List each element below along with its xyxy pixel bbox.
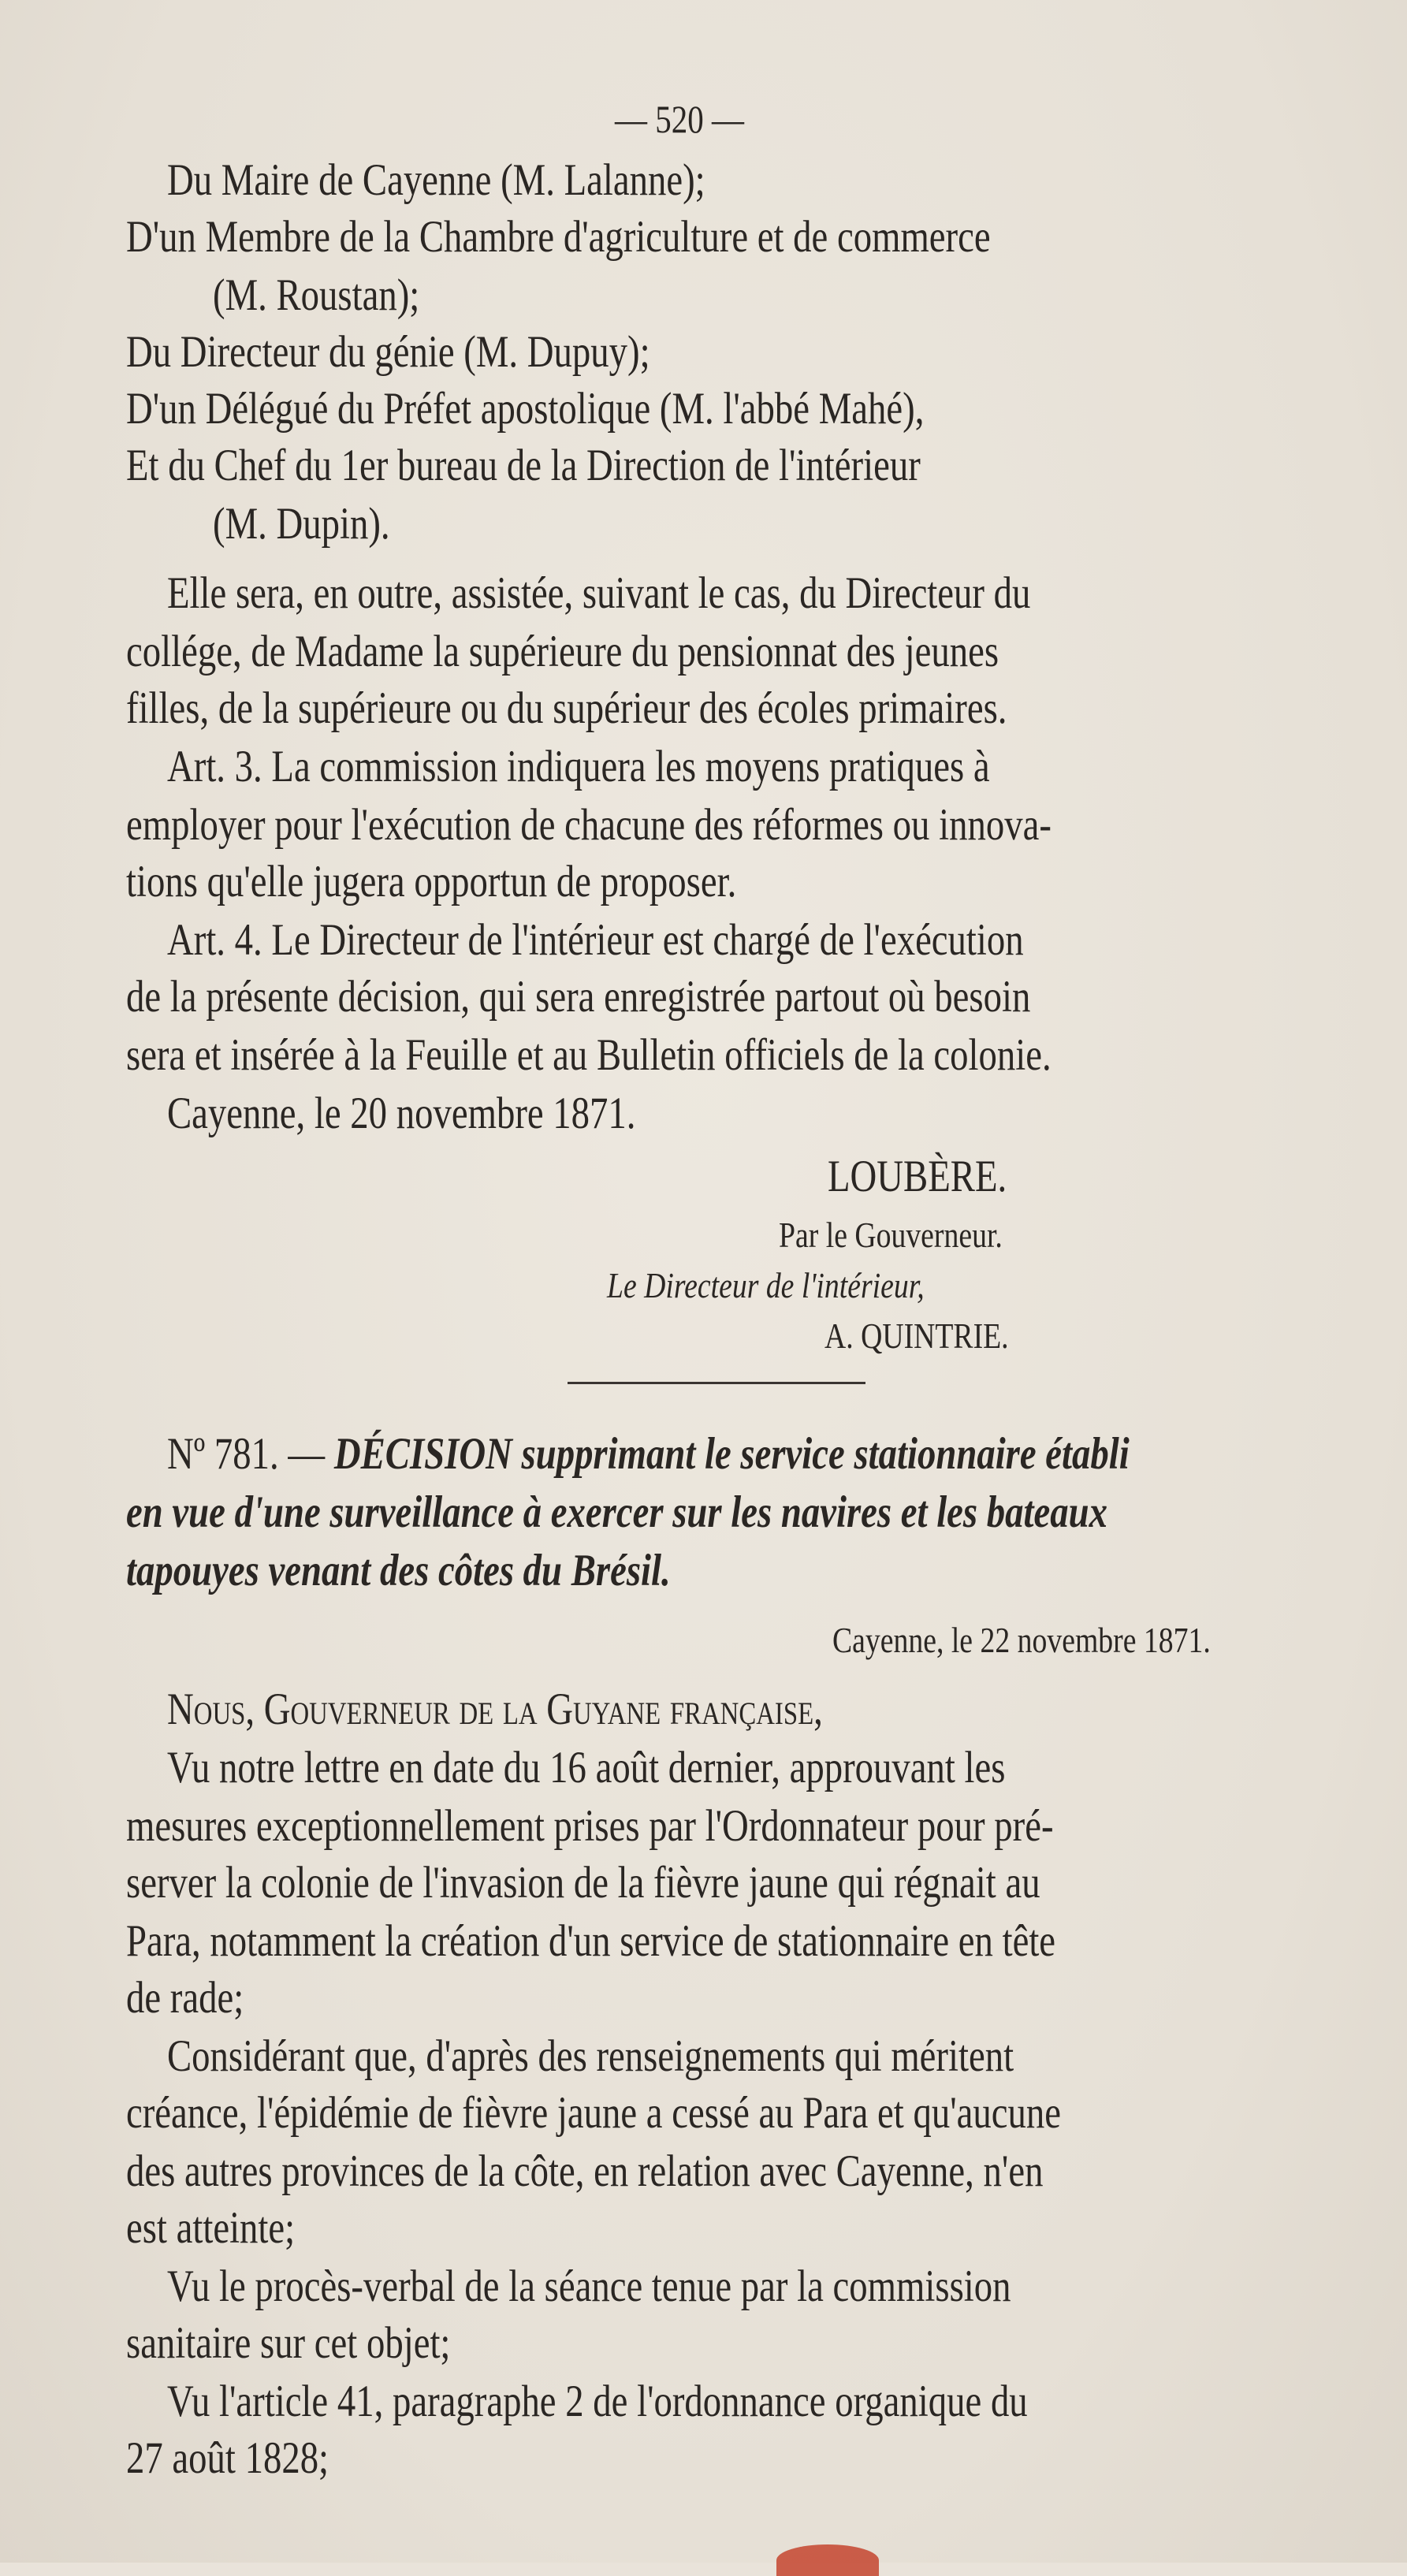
decision-title-line: tapouyes venant des côtes du Brésil. [126, 1546, 671, 1595]
text-line: (M. Roustan); [213, 270, 420, 320]
text-line: mesures exceptionnellement prises par l'Ordonnateur pour pré- [126, 1801, 1054, 1851]
text-line: sanitaire sur cet objet; [126, 2318, 451, 2368]
decision-title-line: en vue d'une surveillance à exercer sur les navires et les bateaux [126, 1487, 1108, 1537]
decision-date: Cayenne, le 22 novembre 1871. [832, 1620, 1211, 1660]
text-line: 27 août 1828; [126, 2433, 329, 2483]
text-line: collége, de Madame la supérieure du pensionnat des jeunes [126, 627, 999, 676]
text-line: des autres provinces de la côte, en relation avec Cayenne, n'en [126, 2146, 1044, 2196]
text-line: Para, notamment la création d'un service de stationnaire en tête [126, 1916, 1056, 1966]
text-line: server la colonie de l'invasion de la fièvre jaune qui régnait au [126, 1858, 1040, 1908]
signature-title: Le Directeur de l'intérieur, [607, 1265, 925, 1305]
text-line: Considérant que, d'après des renseignements qui méritent [167, 2031, 1014, 2081]
signature-director: A. QUINTRIE. [824, 1316, 1009, 1356]
decision-number: Nº 781. — [167, 1429, 334, 1479]
text-line: employer pour l'exécution de chacune des réformes ou innova- [126, 800, 1052, 850]
decision-header-line [167, 1428, 1130, 1480]
text-line: de la présente décision, qui sera enregistrée partout où besoin [126, 972, 1031, 1022]
text-line: Du Maire de Cayenne (M. Lalanne); [167, 155, 705, 205]
text-line: créance, l'épidémie de fièvre jaune a cessé au Para et qu'aucune [126, 2088, 1061, 2138]
text-line: sera et insérée à la Feuille et au Bulletin officiels de la colonie. [126, 1030, 1052, 1080]
date-line: Cayenne, le 20 novembre 1871. [167, 1089, 636, 1138]
red-mark [776, 2544, 879, 2576]
text-line: (M. Dupin). [213, 499, 390, 549]
text-line: de rade; [126, 1973, 244, 2023]
text-line: Vu notre lettre en date du 16 août dernier, approuvant les [167, 1743, 1006, 1792]
text-line: Vu l'article 41, paragraphe 2 de l'ordonnance organique du [167, 2377, 1028, 2426]
text-line: Vu le procès-verbal de la séance tenue par la commission [167, 2261, 1011, 2311]
decision-title: DÉCISION supprimant le service stationnaire établi [333, 1429, 1130, 1479]
text-line: Et du Chef du 1er bureau de la Direction de l'intérieur [126, 441, 921, 490]
text-line: D'un Délégué du Préfet apostolique (M. l'abbé Mahé), [126, 384, 925, 434]
text-line: Art. 3. La commission indiquera les moyens pratiques à [167, 742, 990, 791]
section-divider [568, 1382, 865, 1384]
text-line: D'un Membre de la Chambre d'agriculture et de commerce [126, 212, 991, 262]
preamble-line: Nous, Gouverneur de la Guyane française, [167, 1684, 823, 1734]
signature-governor: LOUBÈRE. [828, 1152, 1007, 1201]
signature-role: Par le Gouverneur. [779, 1215, 1003, 1255]
text-line: Du Directeur du génie (M. Dupuy); [126, 327, 650, 377]
text-line: Elle sera, en outre, assistée, suivant le cas, du Directeur du [167, 568, 1031, 618]
text-line: filles, de la supérieure ou du supérieur des écoles primaires. [126, 683, 1007, 733]
text-line: Art. 4. Le Directeur de l'intérieur est chargé de l'exécution [167, 915, 1024, 965]
text-line: tions qu'elle jugera opportun de proposer. [126, 857, 737, 906]
text-line: est atteinte; [126, 2203, 296, 2253]
page-number: — 520 — [615, 97, 744, 141]
